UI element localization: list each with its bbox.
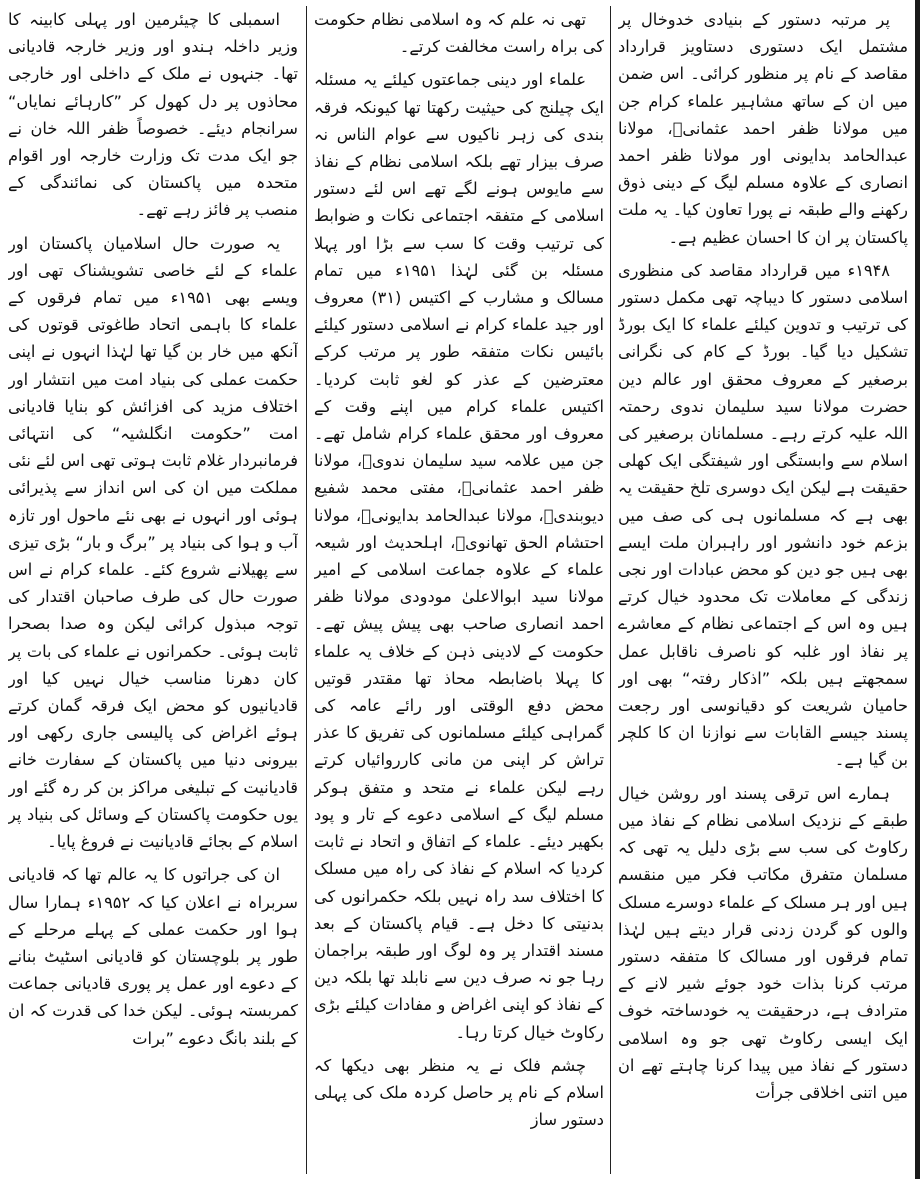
paragraph: چشم فلک نے یہ منظر بھی دیکھا کہ اسلام کے نام پر حاصل کردہ ملک کی پہلی دستور ساز	[314, 1055, 604, 1130]
paragraph: ہمارے اس ترقی پسند اور روشن خیال طبقے کے نزدیک اسلامی نظام کے نفاذ میں رکاوٹ کی سب سے بڑی دلیل یہ تھی کہ مسلمان متفرق مکاتب فکر میں منقسم ہیں اور ہر مسلک کے علماء دوسرے مسلک والوں کو گردن زدنی قرار دیتے ہیں لہٰذا تمام فرقوں اور مسالک کا متفقہ دستور مرتب کرنا بذات خود جوئے شیر لانے کے مترادف ہے، درحقیقت یہ خودساختہ خوف ایک ایسی رکاوٹ تھی جو وہ اسلامی دستور کے نفاذ میں پیدا کرنا چاہتے تھے ان میں اتنی اخلاقی جرأت	[618, 783, 908, 1102]
paragraph: ۱۹۴۸ء میں قرارداد مقاصد کی منظوری اسلامی دستور کا دیباچہ تھی مکمل دستور کی ترتیب و تدوین کیلئے علماء کا ایک بورڈ تشکیل دیا گیا۔ بورڈ کے کام کی نگرانی برصغیر کے معروف محقق اور عالم دین حضرت مولانا سید سلیمان ندوی رحمتہ اللہ علیہ کرتے رہے۔ مسلمانان برصغیر کی اسلام سے وابستگی اور شیفتگی ایک کھلی حقیقت ہے لیکن ایک دوسری تلخ حقیقت یہ بھی ہے کہ مسلمانوں ہی کی صف میں بزعم خود دانشور اور راہبران ملت ایسے بھی ہیں جو دین کو محض عبادات اور نجی زندگی کے معاملات تک محدود خیال کرتے ہیں وہ اس کے اجتماعی نظام کے معاشرے پر نفاذ اور غلبہ کو ناصرف ناقابل عمل سمجھتے ہیں بلکہ ”اذکار رفتہ“ بھی اور حامیان شریعت کو دقیانوسی اور رجعت پسند جیسے القابات سے نوازنا ان کا کلچر بن گیا ہے۔	[618, 260, 908, 770]
text-column-left	[8, 6, 298, 1174]
paragraph: تھی نہ علم کہ وہ اسلامی نظام حکومت کی براہ راست مخالفت کرتے۔	[314, 10, 604, 57]
paragraph: یہ صورت حال اسلامیان پاکستان اور علماء کے لئے خاصی تشویشناک تھی اور ویسے بھی ۱۹۵۱ء میں تمام فرقوں کے علماء کا باہمی اتحاد طاغوتی قوتوں کی آنکھ میں خار بن گیا تھا لہٰذا انہوں نے اپنی حکمت عملی کی بنیاد امت میں انتشار اور اختلاف مزید کی افزائش کو بنایا قادیانی امت ”حکومت انگلشیہ“ کی انتہائی فرمانبردار غلام ثابت ہوتی تھی اس لئے نئی مملکت میں ان کی اس انداز سے پذیرائی ہوئی اور انہوں نے بھی نئے ماحول اور تازہ آب و ہوا کی بنیاد پر ”برگ و بار“ بڑی تیزی سے پھیلانے شروع کئے۔ علماء کرام نے اس صورت حال کی طرف صاحبان اقتدار کی توجہ مبذول کرائی لیکن وہ صدا بصحرا ثابت ہوئی۔ حکمرانوں نے علماء کی بات پر کان دھرنا مناسب خیال نہیں کیا اور قادیانیوں کو محض ایک فرقہ گمان کرتے ہوئے اغراض کی پالیسی جاری رکھی اور بیرونی دنیا میں پاکستان کے سفارت خانے قادیانیت کے تبلیغی مراکز بن کر رہ گئے اور یوں حکومت پاکستان کے وسائل کی بنیاد پر اسلام کے بجائے قادیانیت نے فروغ پایا۔	[8, 233, 298, 852]
paragraph: اسمبلی کا چیئرمین اور پہلی کابینہ کا وزیر داخلہ ہندو اور وزیر خارجہ قادیانی تھا۔ جنہوں نے ملک کے داخلی اور خارجی محاذوں پر دل کھول کر ”کارہائے نمایاں“ سرانجام دیئے۔ خصوصاً ظفر اللہ خان نے جو ایک مدت تک وزارت خارجہ اور اقوام متحدہ میں پاکستان کی نمائندگی کے منصب پر فائز رہے تھے۔	[8, 10, 298, 220]
paragraph: علماء اور دینی جماعتوں کیلئے یہ مسئلہ ایک چیلنج کی حیثیت رکھتا تھا کیونکہ فرقہ بندی کی زہر ناکیوں سے عوام الناس نہ صرف بیزار تھے بلکہ اسلامی نظام کے نفاذ سے مایوس ہونے لگے تھے اس لئے دستور اسلامی کے متفقہ اجتماعی نکات و ضوابط کی ترتیب وقت کا سب سے بڑا اور پہلا مسئلہ بن گئی لہٰذا ۱۹۵۱ء میں تمام مسالک و مشارب کے اکتیس (۳۱) معروف اور جید علماء کرام نے اسلامی دستور کیلئے بائیس نکات متفقہ طور پر مرتب کرکے معترضین کے عذر کو لغو ثابت کردیا۔ اکتیس علماء کرام میں اپنے وقت کے معروف اور محقق علماء کرام شامل تھے۔ جن میں علامہ سید سلیمان ندویؒ، مولانا ظفر احمد عثمانیؒ، مفتی محمد شفیع دیوبندیؒ، مولانا عبدالحامد بدایونیؒ، مولانا احتشام الحق تھانویؒ، اہلحدیث اور شیعہ علماء کے علاوہ جماعت اسلامی کے امیر مولانا سید ابوالاعلیٰ مودودی مولانا ظفر احمد انصاری صاحب بھی پیش پیش تھے۔ حکومت کے لادینی ذہن کے خلاف یہ علماء کا پہلا باضابطہ محاذ تھا مقتدر قوتیں محض دفع الوقتی اور رائے عامہ کی گمراہی کیلئے مسلمانوں کی تفریق کا عذر تراش کر اپنی من مانی کارروائیاں کرتے رہے لیکن علماء نے متحد و متفق ہوکر مسلم لیگ کے اسلامی دعوے کے تار و پود بکھیر دیئے۔ علماء کے اتفاق و اتحاد نے ثابت کردیا کہ اسلام کے نفاذ کی راہ میں مسلک کا اختلاف سد راہ نہیں بلکہ حکمرانوں کی بدنیتی کا دخل ہے۔ قیام پاکستان کے بعد مسند اقتدار پر وہ لوگ اور طبقہ براجمان رہا جو نہ صرف دین سے نابلد تھا بلکہ دین کے نفاذ کو اپنی اغراض و مفادات کیلئے بڑی رکاوٹ خیال کرتا رہا۔	[314, 70, 604, 1042]
column-divider	[306, 6, 307, 1174]
page-edge-border	[915, 0, 920, 1179]
column-divider	[610, 6, 611, 1174]
text-column-middle	[314, 6, 604, 1174]
paragraph: پر مرتبہ دستور کے بنیادی خدوخال پر مشتمل ایک دستوری دستاویز قرارداد مقاصد کے نام پر منظور کرائی۔ اس ضمن میں ان کے ساتھ مشاہیر علماء کرام جن میں مولانا ظفر احمد عثمانیؒ، مولانا عبدالحامد بدایونی اور مولانا ظفر احمد انصاری کے علاوہ مسلم لیگ کے دینی ذوق رکھنے والے طبقہ نے پورا تعاون کیا۔ یہ ملت پاکستان پر ان کا احسان عظیم ہے۔	[618, 10, 908, 247]
text-column-right	[618, 6, 908, 1174]
paragraph: ان کی جراتوں کا یہ عالم تھا کہ قادیانی سربراہ نے اعلان کیا کہ ۱۹۵۲ء ہمارا سال ہوا اور حکمت عملی کے پہلے مرحلے کے طور پر بلوچستان کو قادیانی اسٹیٹ بنانے کے دعوے اور عمل پر پوری قادیانی جماعت کمربستہ ہوئی۔ لیکن خدا کی قدرت کہ ان کے بلند بانگ دعوے ”برات	[8, 865, 298, 1048]
